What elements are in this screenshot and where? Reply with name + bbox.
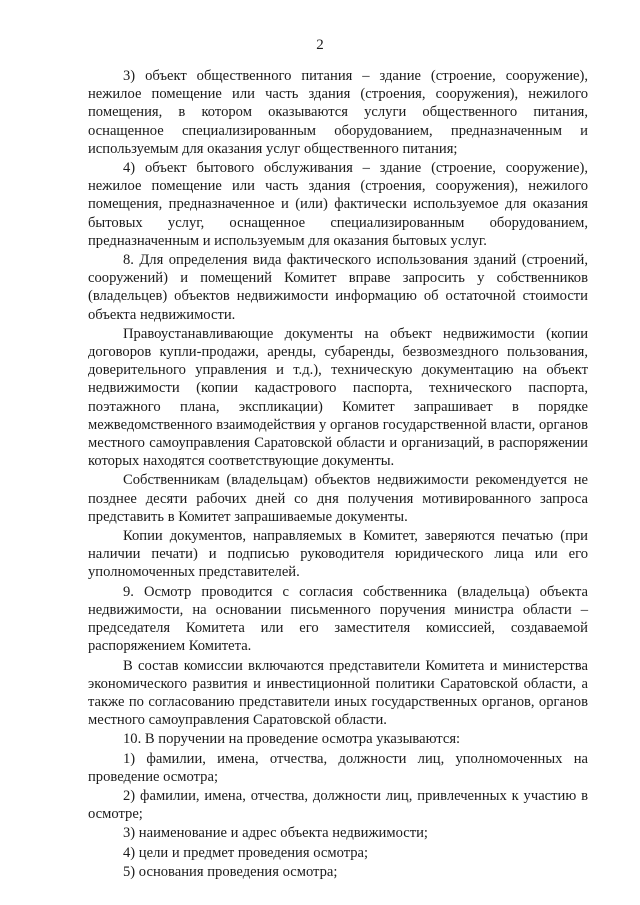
list-item-3: 3) наименование и адрес объекта недвижимости; bbox=[123, 825, 428, 842]
paragraph-9: 9. Осмотр проводится с согласия собственника (владельца) объекта недвижимости, на основании письменного поручения министра области – председателя Комитета или его заместителя комиссией, создаваемой распоряжением Комитета. bbox=[88, 583, 588, 655]
paragraph-10: 10. В поручении на проведение осмотра указываются: bbox=[123, 731, 461, 748]
page-number: 2 bbox=[316, 37, 324, 53]
list-item-4: 4) цели и предмет проведения осмотра; bbox=[123, 844, 369, 861]
list-item-1: 1) фамилии, имена, отчества, должности лиц, уполномоченных на проведение осмотра; bbox=[88, 750, 588, 785]
paragraph-owners: Собственникам (владельцам) объектов недвижимости рекомендуется не позднее десяти рабочих дней со дня получения мотивированного запроса представить в Комитет запрашиваемые документы. bbox=[88, 472, 588, 525]
paragraph-item-4: 4) объект бытового обслуживания – здание (строение, сооружение), нежилое помещение или часть здания (строения, сооружения), нежилого помещения, предназначенное и (или) фактически используемое для оказания бытовых услуг, оснащенное специализированным оборудованием, предназначенным и используемым для оказания бытовых услуг. bbox=[88, 160, 588, 249]
paragraph-8: 8. Для определения вида фактического использования зданий (строений, сооружений) и помещений Комитет вправе запросить у собственников (владельцев) объектов недвижимости информацию об остаточной стоимости объекта недвижимости. bbox=[88, 252, 588, 323]
list-item-2: 2) фамилии, имена, отчества, должности лиц, привлеченных к участию в осмотре; bbox=[88, 787, 588, 823]
paragraph-documents: Правоустанавливающие документы на объект недвижимости (копии договоров купли-продажи, аренды, субаренды, безвозмездного пользования, доверительного управления и т.д.), техническую документацию на объект недвижимости (копии кадастрового паспорта, технического паспорта, поэтажного плана, экспликации) Комитет запрашивает в порядке межведомственного взаимодействия у органов государственной власти, органов местного самоуправления Саратовской области и организаций, в распоряжении которых находятся соответствующие документы. bbox=[88, 325, 588, 470]
paragraph-copies: Копии документов, направляемых в Комитет, заверяются печатью (при наличии печати) и подписью руководителя юридического лица или его уполномоченных представителей. bbox=[88, 528, 588, 581]
paragraph-item-3: 3) объект общественного питания – здание (строение, сооружение), нежилое помещение или часть здания (строения, сооружения), нежилого помещения, в котором оказываются услуги общественного питания, оснащенное специализированным оборудованием, предназначенным и используемым для оказания услуг общественного питания; bbox=[88, 68, 588, 157]
list-item-5: 5) основания проведения осмотра; bbox=[123, 863, 338, 880]
document-body bbox=[88, 67, 588, 882]
paragraph-commission: В состав комиссии включаются представители Комитета и министерства экономического развития и инвестиционной политики Саратовской области, а также по согласованию представители иных государственных органов, органов местного самоуправления Саратовской области. bbox=[88, 657, 588, 729]
